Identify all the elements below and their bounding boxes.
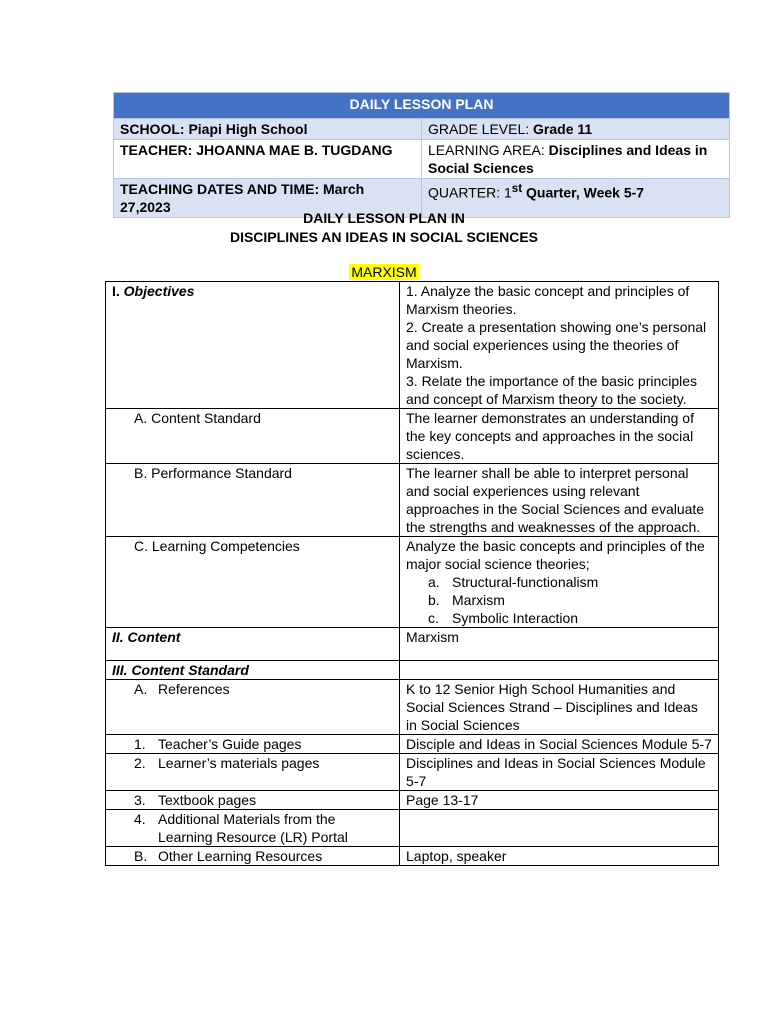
additional-materials-value [400, 810, 719, 847]
references-value: K to 12 Senior High School Humanities and Social Sciences Strand – Disciplines and Ideas in Social Sciences [400, 680, 719, 735]
learners-materials-marker: 2. [134, 755, 146, 771]
learning-competencies-cell [400, 537, 719, 628]
area-value: Disciplines and Ideas in Social Sciences [428, 142, 708, 176]
objectives-num: I. [112, 283, 124, 299]
table-row [106, 537, 719, 628]
quarter-label: QUARTER: [428, 184, 504, 201]
objective-item: 1. Analyze the basic concept and principles of Marxism theories. [406, 283, 690, 317]
table-row [106, 661, 719, 680]
references-label: References [158, 681, 230, 697]
dates-label: TEACHING DATES AND TIME: [120, 181, 323, 197]
table-row [106, 409, 719, 464]
textbook-label: Textbook pages [158, 792, 257, 808]
list-marker: a. [428, 574, 440, 590]
area-cell [422, 140, 730, 179]
list-text: Symbolic Interaction [452, 610, 579, 626]
quarter-number: 1 [503, 184, 512, 201]
competencies-intro: Analyze the basic concepts and principles of the major social science theories; [406, 538, 705, 572]
content-label: II. Content [106, 628, 400, 661]
lesson-plan-header-table [113, 92, 730, 218]
other-resources-marker: B. [134, 848, 148, 864]
learners-materials-label: Learner’s materials pages [158, 755, 320, 771]
table-row [106, 754, 719, 791]
table-row [106, 628, 719, 661]
list-text: Marxism [452, 592, 505, 608]
grade-cell [422, 119, 730, 140]
content-value: Marxism [400, 628, 719, 661]
topic-highlight [0, 263, 768, 281]
teacher-value: JHOANNA MAE B. TUGDANG [196, 142, 393, 158]
additional-materials-marker: 4. [134, 811, 146, 827]
list-marker: c. [428, 610, 439, 626]
list-text: Structural-functionalism [452, 574, 599, 590]
learners-materials-value: Disciplines and Ideas in Social Sciences Module 5-7 [400, 754, 719, 791]
table-row [106, 282, 719, 409]
other-resources-label: Other Learning Resources [158, 848, 323, 864]
header-title: DAILY LESSON PLAN [114, 93, 730, 119]
references-label-cell [106, 680, 400, 735]
performance-standard-label: B. Performance Standard [106, 464, 400, 537]
textbook-marker: 3. [134, 792, 146, 808]
learning-competencies-label: C. Learning Competencies [106, 537, 400, 628]
plan-heading-line2: DISCIPLINES AN IDEAS IN SOCIAL SCIENCES [229, 229, 539, 245]
textbook-value: Page 13-17 [400, 791, 719, 810]
list-item [406, 591, 712, 609]
content-standard-section-label: III. Content Standard [106, 661, 400, 680]
table-row [106, 680, 719, 735]
objectives-label: Objectives [123, 283, 195, 299]
other-resources-value: Laptop, speaker [400, 847, 719, 866]
table-row [106, 810, 719, 847]
other-resources-label-cell [106, 847, 400, 866]
teacher-cell [114, 140, 422, 179]
additional-materials-label: Additional Materials from the Learning Resource (LR) Portal [158, 811, 348, 845]
table-row [106, 464, 719, 537]
lesson-plan-table [105, 281, 719, 866]
grade-value: Grade 11 [533, 121, 593, 137]
additional-materials-label-cell [106, 810, 400, 847]
learners-materials-label-cell [106, 754, 400, 791]
list-marker: b. [428, 592, 440, 608]
quarter-suffix: st [511, 182, 523, 195]
teachers-guide-label-cell [106, 735, 400, 754]
content-standard-section-value [400, 661, 719, 680]
table-row [106, 791, 719, 810]
list-item [406, 573, 712, 591]
competencies-list [406, 573, 712, 627]
objective-item: 3. Relate the importance of the basic principles and concept of Marxism theory to the society. [406, 373, 698, 407]
teacher-label: TEACHER: [120, 142, 197, 158]
area-label: LEARNING AREA: [428, 142, 549, 158]
school-cell [114, 119, 422, 140]
list-item [406, 609, 712, 627]
textbook-label-cell [106, 791, 400, 810]
content-standard-label: A. Content Standard [106, 409, 400, 464]
table-row [106, 847, 719, 866]
topic-text: MARXISM [351, 264, 417, 280]
grade-label: GRADE LEVEL: [428, 121, 534, 137]
school-label: SCHOOL: [120, 121, 189, 137]
quarter-rest: Quarter, Week 5-7 [522, 184, 645, 201]
teachers-guide-label: Teacher’s Guide pages [158, 736, 302, 752]
table-row [106, 735, 719, 754]
dates-value: March 27,2023 [120, 181, 365, 215]
objective-item: 2. Create a presentation showing one’s personal and social experiences using the theories of Marxism. [406, 319, 707, 371]
teachers-guide-marker: 1. [134, 736, 146, 752]
plan-heading-line1: DAILY LESSON PLAN IN [303, 210, 465, 226]
objectives-cell [400, 282, 719, 409]
school-value: Piapi High School [188, 121, 308, 137]
objectives-label-cell [106, 282, 400, 409]
teachers-guide-value: Disciple and Ideas in Social Sciences Module 5-7 [400, 735, 719, 754]
content-standard-value: The learner demonstrates an understanding of the key concepts and approaches in the social sciences. [400, 409, 719, 464]
performance-standard-value: The learner shall be able to interpret personal and social experiences using relevant approaches in the Social Sciences and evaluate the strengths and weaknesses of the approach. [400, 464, 719, 537]
references-marker: A. [134, 681, 148, 697]
